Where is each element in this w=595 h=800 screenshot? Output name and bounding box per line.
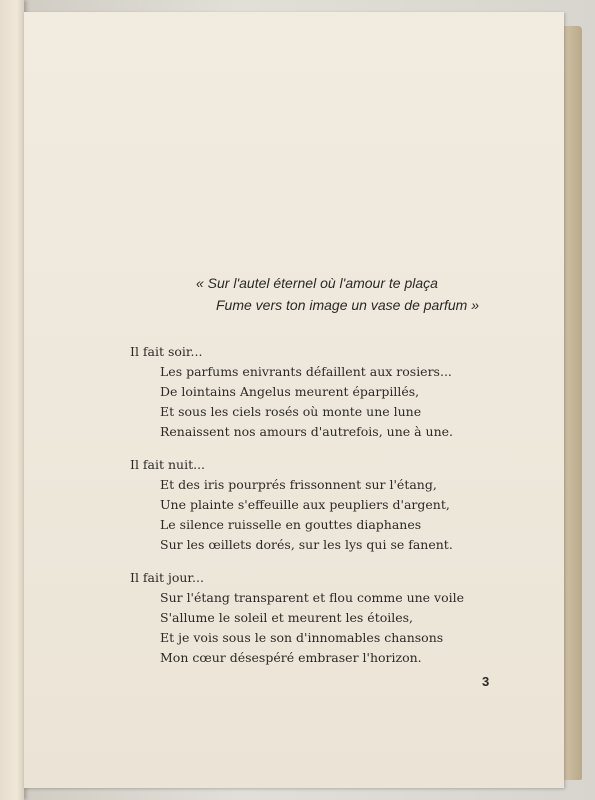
- verse-line: Sur l'étang transparent et flou comme une voile: [160, 590, 465, 605]
- verse-line: Le silence ruisselle en gouttes diaphanes: [160, 517, 422, 532]
- book-page: [24, 12, 564, 788]
- verse-line: Mon cœur désespéré embraser l'horizon.: [160, 650, 422, 665]
- verse-line: Sur les œillets dorés, sur les lys qui se fanent.: [160, 537, 453, 552]
- verse-line: Renaissent nos amours d'autrefois, une à une.: [160, 424, 454, 439]
- epigraph-line: « Sur l'autel éternel où l'amour te plaça: [196, 275, 438, 291]
- stanza: [130, 342, 530, 442]
- stanza: [130, 568, 530, 668]
- verse-line: Les parfums enivrants défaillent aux rosiers...: [160, 364, 452, 379]
- stanza: [130, 455, 530, 555]
- verse-line: De lointains Angelus meurent éparpillés,: [160, 384, 420, 399]
- verse-line: Et je vois sous le son d'innomables chansons: [160, 630, 444, 645]
- stanza-heading: Il fait jour...: [130, 570, 204, 585]
- poem: [130, 342, 530, 681]
- stanza-heading: Il fait soir...: [130, 344, 203, 359]
- epigraph: [196, 272, 526, 316]
- epigraph-line: Fume vers ton image un vase de parfum »: [216, 297, 480, 313]
- page-number: 3: [482, 674, 490, 689]
- verse-line: S'allume le soleil et meurent les étoiles,: [160, 610, 414, 625]
- verse-line: Et des iris pourprés frissonnent sur l'étang,: [160, 477, 437, 492]
- verse-line: Et sous les ciels rosés où monte une lune: [160, 404, 422, 419]
- stanza-heading: Il fait nuit...: [130, 457, 206, 472]
- verse-line: Une plainte s'effeuille aux peupliers d'argent,: [160, 497, 450, 512]
- facing-page-edge: [0, 0, 24, 800]
